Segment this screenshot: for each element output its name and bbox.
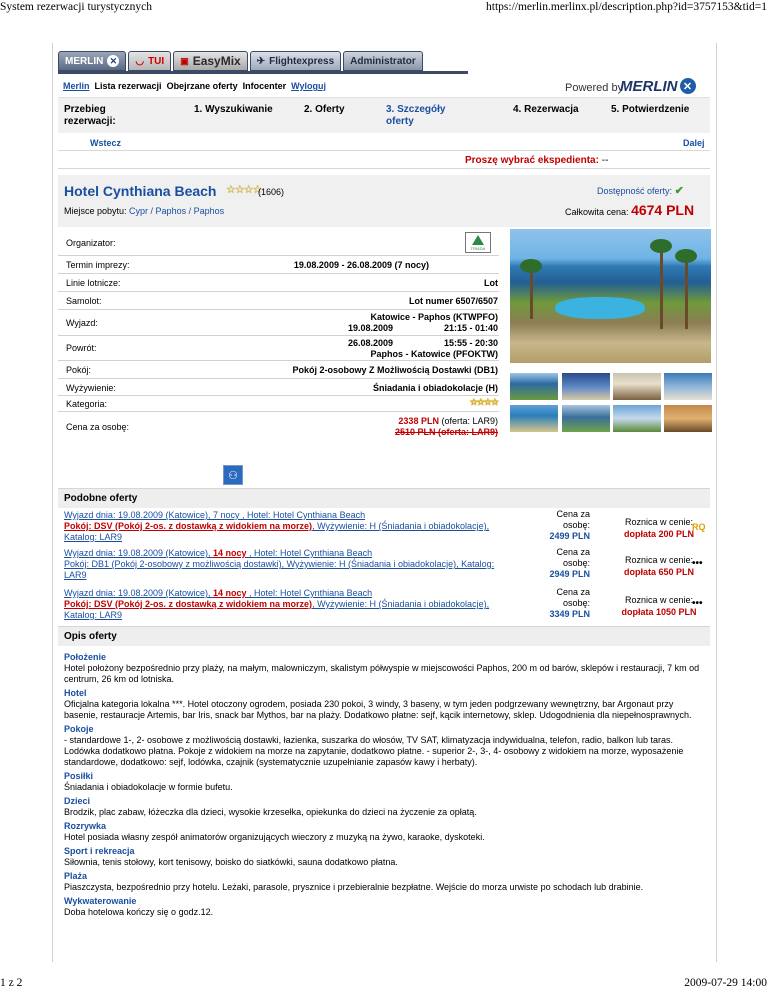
detail-row-samolot xyxy=(58,292,499,310)
termin-value: 19.08.2009 - 26.08.2009 (7 nocy) xyxy=(293,260,429,270)
hotel-thumbnail[interactable] xyxy=(562,405,610,432)
opis-text: Brodzik, plac zabaw, łóżeczka dla dzieci, wysokie krzesełka, opiekunka do dzieci na życzenie za opłatą. xyxy=(64,807,477,817)
offer-2-nights[interactable]: 14 nocy xyxy=(213,548,247,558)
opis-text: Hotel położony bezpośrednio przy plaży, na małym, malowniczym, skalistym półwyspie w miejscowości Paphos, 200 m od barów, sklepów i restauracji, 7 km od centrum, 26 km od lotniska. xyxy=(64,663,700,684)
checkmark-icon: ✔ xyxy=(674,185,684,197)
merlin-logo-text: MERLIN xyxy=(620,77,678,95)
top-menu xyxy=(63,81,326,91)
opis-text: Siłownia, tenis stołowy, kort tenisowy, boisko do siatkówki, sauna dodatkowo płatna. xyxy=(64,857,398,867)
location-row xyxy=(64,206,224,216)
detail-row-organizer xyxy=(58,229,499,256)
offer-3-diff-value: dopłata 1050 PLN xyxy=(621,607,697,617)
offer-3-price-value: 3349 PLN xyxy=(549,609,590,619)
hotel-thumbnail[interactable] xyxy=(562,373,610,400)
offer-2-diff-value: dopłata 650 PLN xyxy=(623,567,695,577)
linie-value: Lot xyxy=(484,278,498,288)
offer-2-diff xyxy=(614,554,704,578)
organizer-label: Organizator: xyxy=(66,238,116,248)
offer-1-price xyxy=(530,509,590,542)
powrot-label: Powrót: xyxy=(66,343,97,353)
menu-lista-rezerwacji[interactable]: Lista rezerwacji xyxy=(94,81,162,91)
cena-label: Cena za osobę: xyxy=(66,422,130,432)
opis-text: Oficjalna kategoria lokalna ***. Hotel otoczony ogrodem, posiada 230 pokoi, 3 windy, 3 baseny, w tym jeden podgrzewany wewnętrzny, bar Argonaut przy basenie, restauracje Artemis, bar Iris, snack bar Mythos, bar na plaży. Dodatkowo płatne: sejf, kącik internetowy, sklep. Udogodnienia dla niepełnosprawnych. xyxy=(64,699,692,720)
family-icon[interactable]: ⚇ xyxy=(223,465,243,485)
booking-steps xyxy=(58,97,710,133)
offer-2-status-icon[interactable]: ••• xyxy=(692,558,703,569)
opis-text: Hotel posiada własny zespół animatorów organizujących wieczory z muzyką na żywo, karaoke, dyskoteki. xyxy=(64,832,485,842)
merlin-logo xyxy=(620,77,710,95)
print-header-left: System rezerwacji turystycznych xyxy=(0,1,152,13)
tab-underline xyxy=(58,71,468,74)
cena-offer: (oferta: LAR9) xyxy=(441,416,498,426)
total-price-row xyxy=(565,202,694,218)
tab-flightexpress[interactable] xyxy=(250,51,341,71)
offer-description-header: Opis oferty xyxy=(58,626,710,646)
opis-heading: Rozrywka xyxy=(64,821,107,831)
separator xyxy=(58,150,710,151)
opis-text: Doba hotelowa kończy się o godz.12. xyxy=(64,907,214,917)
termin-label: Termin imprezy: xyxy=(66,260,130,270)
powrot-route: Paphos - Katowice (PFOKTW) xyxy=(370,349,498,359)
merlin-x-icon: ✕ xyxy=(107,55,119,67)
powrot-date: 26.08.2009 xyxy=(347,338,393,348)
offer-1-diff xyxy=(614,516,704,540)
offer-2-price xyxy=(530,547,590,580)
detail-row-wyzywienie xyxy=(58,379,499,396)
photo-palm xyxy=(660,249,663,329)
next-link[interactable]: Dalej xyxy=(683,138,705,148)
location-value: Cypr / Paphos / Paphos xyxy=(129,206,225,216)
wyjazd-label: Wyjazd: xyxy=(66,318,98,328)
total-price-label: Całkowita cena: xyxy=(565,207,629,217)
opis-heading: Położenie xyxy=(64,652,107,662)
photo-palm xyxy=(530,269,533,319)
offer-3-line1a[interactable]: Wyjazd dnia: 19.08.2009 (Katowice), xyxy=(64,588,214,598)
step-oferty[interactable]: 2. Oferty xyxy=(304,104,345,115)
step-rezerwacja: 4. Rezerwacja xyxy=(513,104,579,115)
easymix-icon: ▣ xyxy=(180,55,189,66)
pokoj-label: Pokój: xyxy=(66,365,92,375)
tab-administrator-label: Administrator xyxy=(350,55,416,67)
powered-by-label: Powered by xyxy=(565,82,624,94)
organizer-logo xyxy=(465,232,491,253)
offer-1-diff-label: Roznica w cenie: xyxy=(624,517,694,527)
opis-heading: Hotel xyxy=(64,688,87,698)
hotel-stars: ☆☆☆☆ xyxy=(226,184,262,196)
expedient-select[interactable]: -- xyxy=(601,155,609,166)
detail-row-wyjazd xyxy=(58,310,499,336)
offer-3-line3[interactable]: Katalog: LAR9 xyxy=(64,610,123,620)
offer-1-room[interactable]: Pokój: DSV (Pokój 2-os. z dostawką z widokiem na morze) xyxy=(64,521,313,531)
samolot-label: Samolot: xyxy=(66,296,102,306)
detail-row-kategoria xyxy=(58,396,499,412)
tab-merlin-label: MERLIN xyxy=(65,55,104,67)
offer-3-line1b[interactable]: , Hotel: Hotel Cynthiana Beach xyxy=(246,588,373,598)
opis-heading: Pokoje xyxy=(64,724,94,734)
offer-2-line3[interactable]: LAR9 xyxy=(64,570,87,580)
menu-obejrzane-oferty[interactable]: Obejrzane oferty xyxy=(166,81,238,91)
tab-flightexpress-label: Flightexpress xyxy=(269,55,335,67)
wyzywienie-label: Wyżywienie: xyxy=(66,383,116,393)
similar-offers-header: Podobne oferty xyxy=(58,488,710,508)
detail-row-termin xyxy=(58,256,499,274)
organizer-logo-text: TRIADA xyxy=(470,246,486,251)
expedient-select-row xyxy=(465,155,608,166)
opis-text: Piaszczysta, bezpośrednio przy hotelu. Leżaki, parasole, prysznice i przebieralnie bezpłatne. Wejście do morza urwiste po schodach lub drabinie. xyxy=(64,882,644,892)
offer-1-line1[interactable]: Wyjazd dnia: 19.08.2009 (Katowice), 7 nocy , Hotel: Hotel Cynthiana Beach xyxy=(64,510,366,520)
merlin-x-logo-icon: ✕ xyxy=(680,78,696,94)
offer-2-line1a[interactable]: Wyjazd dnia: 19.08.2009 (Katowice), xyxy=(64,548,214,558)
opis-heading: Wykwaterowanie xyxy=(64,896,137,906)
wyjazd-route: Katowice - Paphos (KTWPFO) xyxy=(370,312,498,322)
detail-row-linie xyxy=(58,274,499,292)
hotel-main-photo[interactable] xyxy=(510,229,711,363)
offer-1-diff-value: dopłata 200 PLN xyxy=(623,529,695,539)
offer-1-price-value: 2499 PLN xyxy=(549,531,590,541)
offer-3-price xyxy=(530,587,590,620)
similar-offer-1[interactable] xyxy=(64,510,534,543)
availability xyxy=(597,184,684,197)
opis-text: - standardowe 1-, 2- osobowe z możliwością dostawki, łazienka, suszarka do włosów, TV SAT, klimatyzacja indywidualna, telefon, radio, balkon lub taras. Lodówka dodatkowo płatna. Pokoje z widokiem na morze na zapytanie, dodatkowo płatne. - superior 2-, 3-, 4- osobowy z widokiem na morze, wyposażenie standardowe, dodatkowo: sejf, lodówka, czajnik (systematycznie uzupełnianie zapasów kawy i herbaty). xyxy=(64,735,684,767)
detail-row-cena xyxy=(58,412,499,444)
offer-2-price-value: 2949 PLN xyxy=(549,569,590,579)
linie-label: Linie lotnicze: xyxy=(66,278,121,288)
offer-3-nights[interactable]: 14 nocy xyxy=(213,588,247,598)
step-szczegoly-oferty: 3. Szczegóły oferty xyxy=(386,104,446,127)
tab-easymix-label: EasyMix xyxy=(192,54,241,68)
hotel-thumbnail[interactable] xyxy=(510,373,558,400)
offer-1-line3[interactable]: Katalog: LAR9 xyxy=(64,532,123,542)
hotel-thumbnail[interactable] xyxy=(664,373,712,400)
offer-3-status-icon[interactable]: ••• xyxy=(692,598,703,609)
offer-3-diff xyxy=(614,594,704,618)
kategoria-label: Kategoria: xyxy=(66,399,108,409)
offer-1-status-icon[interactable]: RQ xyxy=(692,522,706,532)
availability-label: Dostępność oferty: xyxy=(597,186,673,196)
opis-heading: Dzieci xyxy=(64,796,91,806)
tab-tui[interactable] xyxy=(128,51,171,71)
offer-description xyxy=(64,650,704,918)
total-price-value: 4674 PLN xyxy=(631,202,695,218)
samolot-value: Lot numer 6507/6507 xyxy=(408,296,498,306)
similar-offer-2[interactable] xyxy=(64,548,534,581)
offer-2-diff-label: Roznica w cenie: xyxy=(624,555,694,565)
hotel-thumbnail[interactable] xyxy=(664,405,712,432)
kategoria-stars: ☆☆☆☆ xyxy=(469,397,498,407)
detail-row-powrot xyxy=(58,336,499,361)
wyjazd-date: 19.08.2009 xyxy=(347,323,393,333)
location-label: Miejsce pobytu: xyxy=(64,206,127,216)
similar-offer-3[interactable] xyxy=(64,588,534,621)
pokoj-value: Pokój 2-osobowy Z Możliwością Dostawki (DB1) xyxy=(292,365,498,375)
separator xyxy=(58,168,710,169)
plane-icon: ✈ xyxy=(256,55,266,67)
print-footer-right: 2009-07-29 14:00 xyxy=(684,977,767,989)
cena-value: 2338 PLN xyxy=(398,416,439,426)
hotel-thumbnail[interactable] xyxy=(510,405,558,432)
opis-text: Śniadania i obiadokolacje w formie bufetu. xyxy=(64,782,233,792)
photo-palm xyxy=(685,259,688,329)
app-tabs xyxy=(58,51,423,71)
offer-3-price-label: Cena za osobę: xyxy=(556,587,590,608)
offer-2-price-label: Cena za osobę: xyxy=(556,547,590,568)
opis-heading: Plaża xyxy=(64,871,88,881)
detail-row-pokoj xyxy=(58,361,499,379)
hotel-reviews-count: (1606) xyxy=(258,187,285,197)
menu-wyloguj[interactable]: Wyloguj xyxy=(291,81,326,91)
menu-infocenter[interactable]: Infocenter xyxy=(242,81,287,91)
step-potwierdzenie: 5. Potwierdzenie xyxy=(611,104,690,115)
tab-easymix[interactable] xyxy=(173,51,248,71)
offer-2-line1b[interactable]: , Hotel: Hotel Cynthiana Beach xyxy=(246,548,373,558)
print-header-right: https://merlin.merlinx.pl/description.php?id=3757153&tid=1 xyxy=(486,1,767,13)
steps-label: Przebieg rezerwacji: xyxy=(64,104,116,127)
opis-heading: Sport i rekreacja xyxy=(64,846,135,856)
hotel-name: Hotel Cynthiana Beach xyxy=(64,183,217,199)
wyjazd-time: 21:15 - 01:40 xyxy=(443,323,498,333)
tab-administrator[interactable] xyxy=(343,51,423,71)
hotel-thumbnail[interactable] xyxy=(613,405,661,432)
tui-smile-icon: ◡ xyxy=(135,55,145,67)
offer-3-rest[interactable]: , Wyżywienie: H (Śniadania i obiadokolacje), xyxy=(312,599,490,609)
tab-tui-label: TUI xyxy=(148,55,165,67)
offer-3-room[interactable]: Pokój: DSV (Pokój 2-os. z dostawką z widokiem na morze) xyxy=(64,599,313,609)
menu-merlin-link[interactable]: Merlin xyxy=(63,81,90,91)
hotel-thumbnail[interactable] xyxy=(613,373,661,400)
offer-3-diff-label: Roznica w cenie: xyxy=(624,595,694,605)
offer-1-price-label: Cena za osobę: xyxy=(556,509,590,530)
expedient-label: Proszę wybrać ekspedienta: xyxy=(465,155,599,166)
opis-heading: Posiłki xyxy=(64,771,94,781)
offer-1-rest[interactable]: , Wyżywienie: H (Śniadania i obiadokolacje), xyxy=(312,521,490,531)
wyzywienie-value: Śniadania i obiadokolacje (H) xyxy=(372,383,498,393)
back-link[interactable]: Wstecz xyxy=(90,138,122,148)
photo-pool xyxy=(555,297,645,319)
offer-2-line2[interactable]: Pokój: DB1 (Pokój 2-osobowy z możliwością dostawki), Wyżywienie: H (Śniadania i obiadokolacje), Katalog: xyxy=(64,559,495,569)
print-footer-left: 1 z 2 xyxy=(0,977,23,989)
tab-merlin[interactable] xyxy=(58,51,126,71)
step-wyszukiwanie[interactable]: 1. Wyszukiwanie xyxy=(194,104,273,115)
cena-old-value: 2510 PLN (oferta: LAR9) xyxy=(394,427,498,437)
powrot-time: 15:55 - 20:30 xyxy=(443,338,498,348)
